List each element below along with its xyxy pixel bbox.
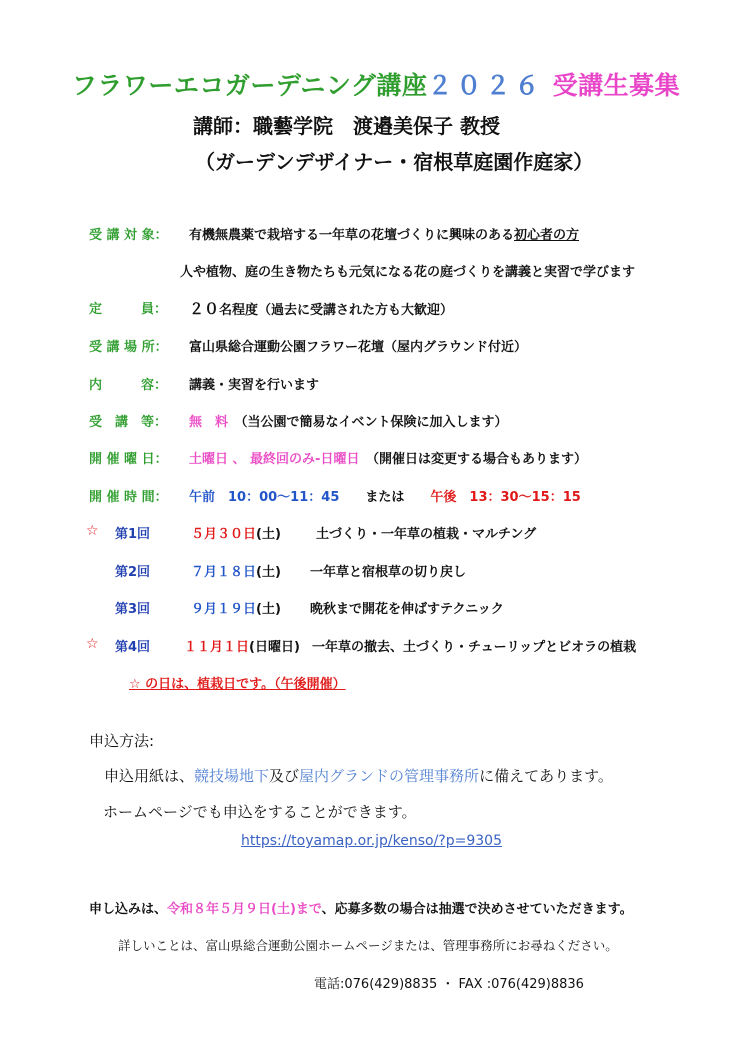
target-beginner: 初心者の方: [514, 228, 580, 243]
day-text: 土曜日 、 最終回のみ-日曜日: [189, 452, 360, 467]
session-3-desc: 晩秋まで開花を伸ばすテクニック: [310, 602, 504, 617]
label-content: 内 容：: [89, 378, 168, 393]
label-fee: 受 講 等：: [89, 415, 168, 430]
value-time: [189, 486, 581, 505]
session-3-date-text: ９月１９日: [191, 602, 257, 617]
session-2-date: [191, 561, 281, 580]
apply-line2: ホームページでも申込をすることができます。: [103, 803, 417, 821]
session-1-date-text: ５月３０日: [191, 527, 257, 542]
contact-tel-fax: 電話:076(429)8835 ・ FAX :076(429)8836: [314, 977, 584, 992]
title-year: ２０２６: [427, 71, 544, 100]
session-1-date: [191, 523, 281, 542]
apply-heading: 申込方法:: [89, 732, 155, 750]
apply-line1-mid: 及び: [269, 767, 300, 785]
value-capacity: [189, 298, 453, 319]
page-title: [0, 66, 752, 102]
session-2-no: 第2回: [115, 565, 151, 580]
time-pm: 午後 13：30～15：15: [430, 490, 581, 505]
deadline-date: 令和８年５月９日(土)まで: [167, 902, 322, 917]
value-day: [189, 448, 587, 467]
apply-line1-pre: 申込用紙は、: [104, 767, 195, 785]
label-place: 受 講 場 所：: [89, 340, 168, 355]
apply-location-1: 競技場地下: [194, 767, 270, 785]
fee-free: 無 料: [189, 415, 229, 430]
deadline-pre: 申し込みは、: [89, 902, 168, 917]
session-4-date: [184, 636, 300, 655]
apply-line1-post: に備えてあります。: [479, 767, 613, 785]
session-2-dow: (土): [256, 565, 281, 580]
session-3-date: [191, 598, 281, 617]
deadline: [89, 898, 633, 917]
apply-location-2: 屋内グランドの管理事務所: [299, 767, 480, 785]
deadline-post: 、応募多数の場合は抽選で決めさせていただきます。: [321, 902, 633, 917]
session-4-star: ☆: [86, 636, 99, 652]
capacity-number: ２０: [189, 300, 220, 318]
capacity-text: 名程度（過去に受講された方も大歓迎）: [219, 303, 454, 318]
day-note: （開催日は変更する場合もあります）: [372, 452, 587, 467]
title-part1: フラワーエコガーデニング講座: [71, 71, 428, 100]
session-1-desc: 土づくり・一年草の植栽・マルチング: [316, 527, 537, 542]
session-2-desc: 一年草と宿根草の切り戻し: [310, 565, 467, 580]
detail-text: 詳しいことは、富山県総合運動公園ホームページまたは、管理事務所にお尋ねください。: [118, 938, 618, 953]
session-1-dow: (土): [256, 527, 281, 542]
title-part2: 受講生募集: [552, 71, 681, 100]
session-4-desc: 一年草の撤去、土づくり・チューリップとビオラの植栽: [312, 640, 637, 655]
value-target: [189, 224, 579, 243]
label-day: 開 催 曜 日：: [89, 452, 168, 467]
session-4-no: 第4回: [115, 640, 151, 655]
session-3-no: 第3回: [115, 602, 151, 617]
session-4-dow: (日曜日): [249, 640, 300, 655]
session-3-dow: (土): [256, 602, 281, 617]
target-text: 有機無農薬で栽培する一年草の花壇づくりに興味のある: [189, 228, 515, 243]
fee-note: （当公園で簡易なイベント保険に加入します）: [241, 415, 508, 430]
apply-line1: [104, 765, 613, 786]
lecturer-line1: 講師：職藝学院 渡邉美保子 教授: [193, 114, 500, 138]
session-4-date-text: １１月１日: [184, 640, 250, 655]
session-1-star: ☆: [86, 523, 99, 539]
value-content: 講義・実習を行います: [189, 378, 320, 393]
session-1-no: 第1回: [115, 527, 151, 542]
value-place: 富山県総合運動公園フラワー花壇（屋内グラウンド付近）: [189, 340, 528, 355]
value-fee: [189, 411, 508, 430]
label-target: 受 講 対 象：: [89, 228, 168, 243]
time-or: または: [365, 490, 405, 505]
session-2-date-text: ７月１８日: [191, 565, 257, 580]
time-am: 午前 10：00～11：45: [189, 490, 340, 505]
lecturer-line2: （ガーデンデザイナー・宿根草庭園作庭家）: [195, 150, 594, 174]
label-capacity: 定 員：: [89, 302, 168, 317]
planting-note: ☆ の日は、植栽日です。（午後開催）: [129, 677, 346, 692]
label-time: 開 催 時 間：: [89, 490, 168, 505]
apply-url-link[interactable]: https://toyamap.or.jp/kenso/?p=9305: [241, 833, 502, 849]
value-target-2: 人や植物、庭の生き物たちも元気になる花の庭づくりを講義と実習で学びます: [180, 265, 636, 280]
